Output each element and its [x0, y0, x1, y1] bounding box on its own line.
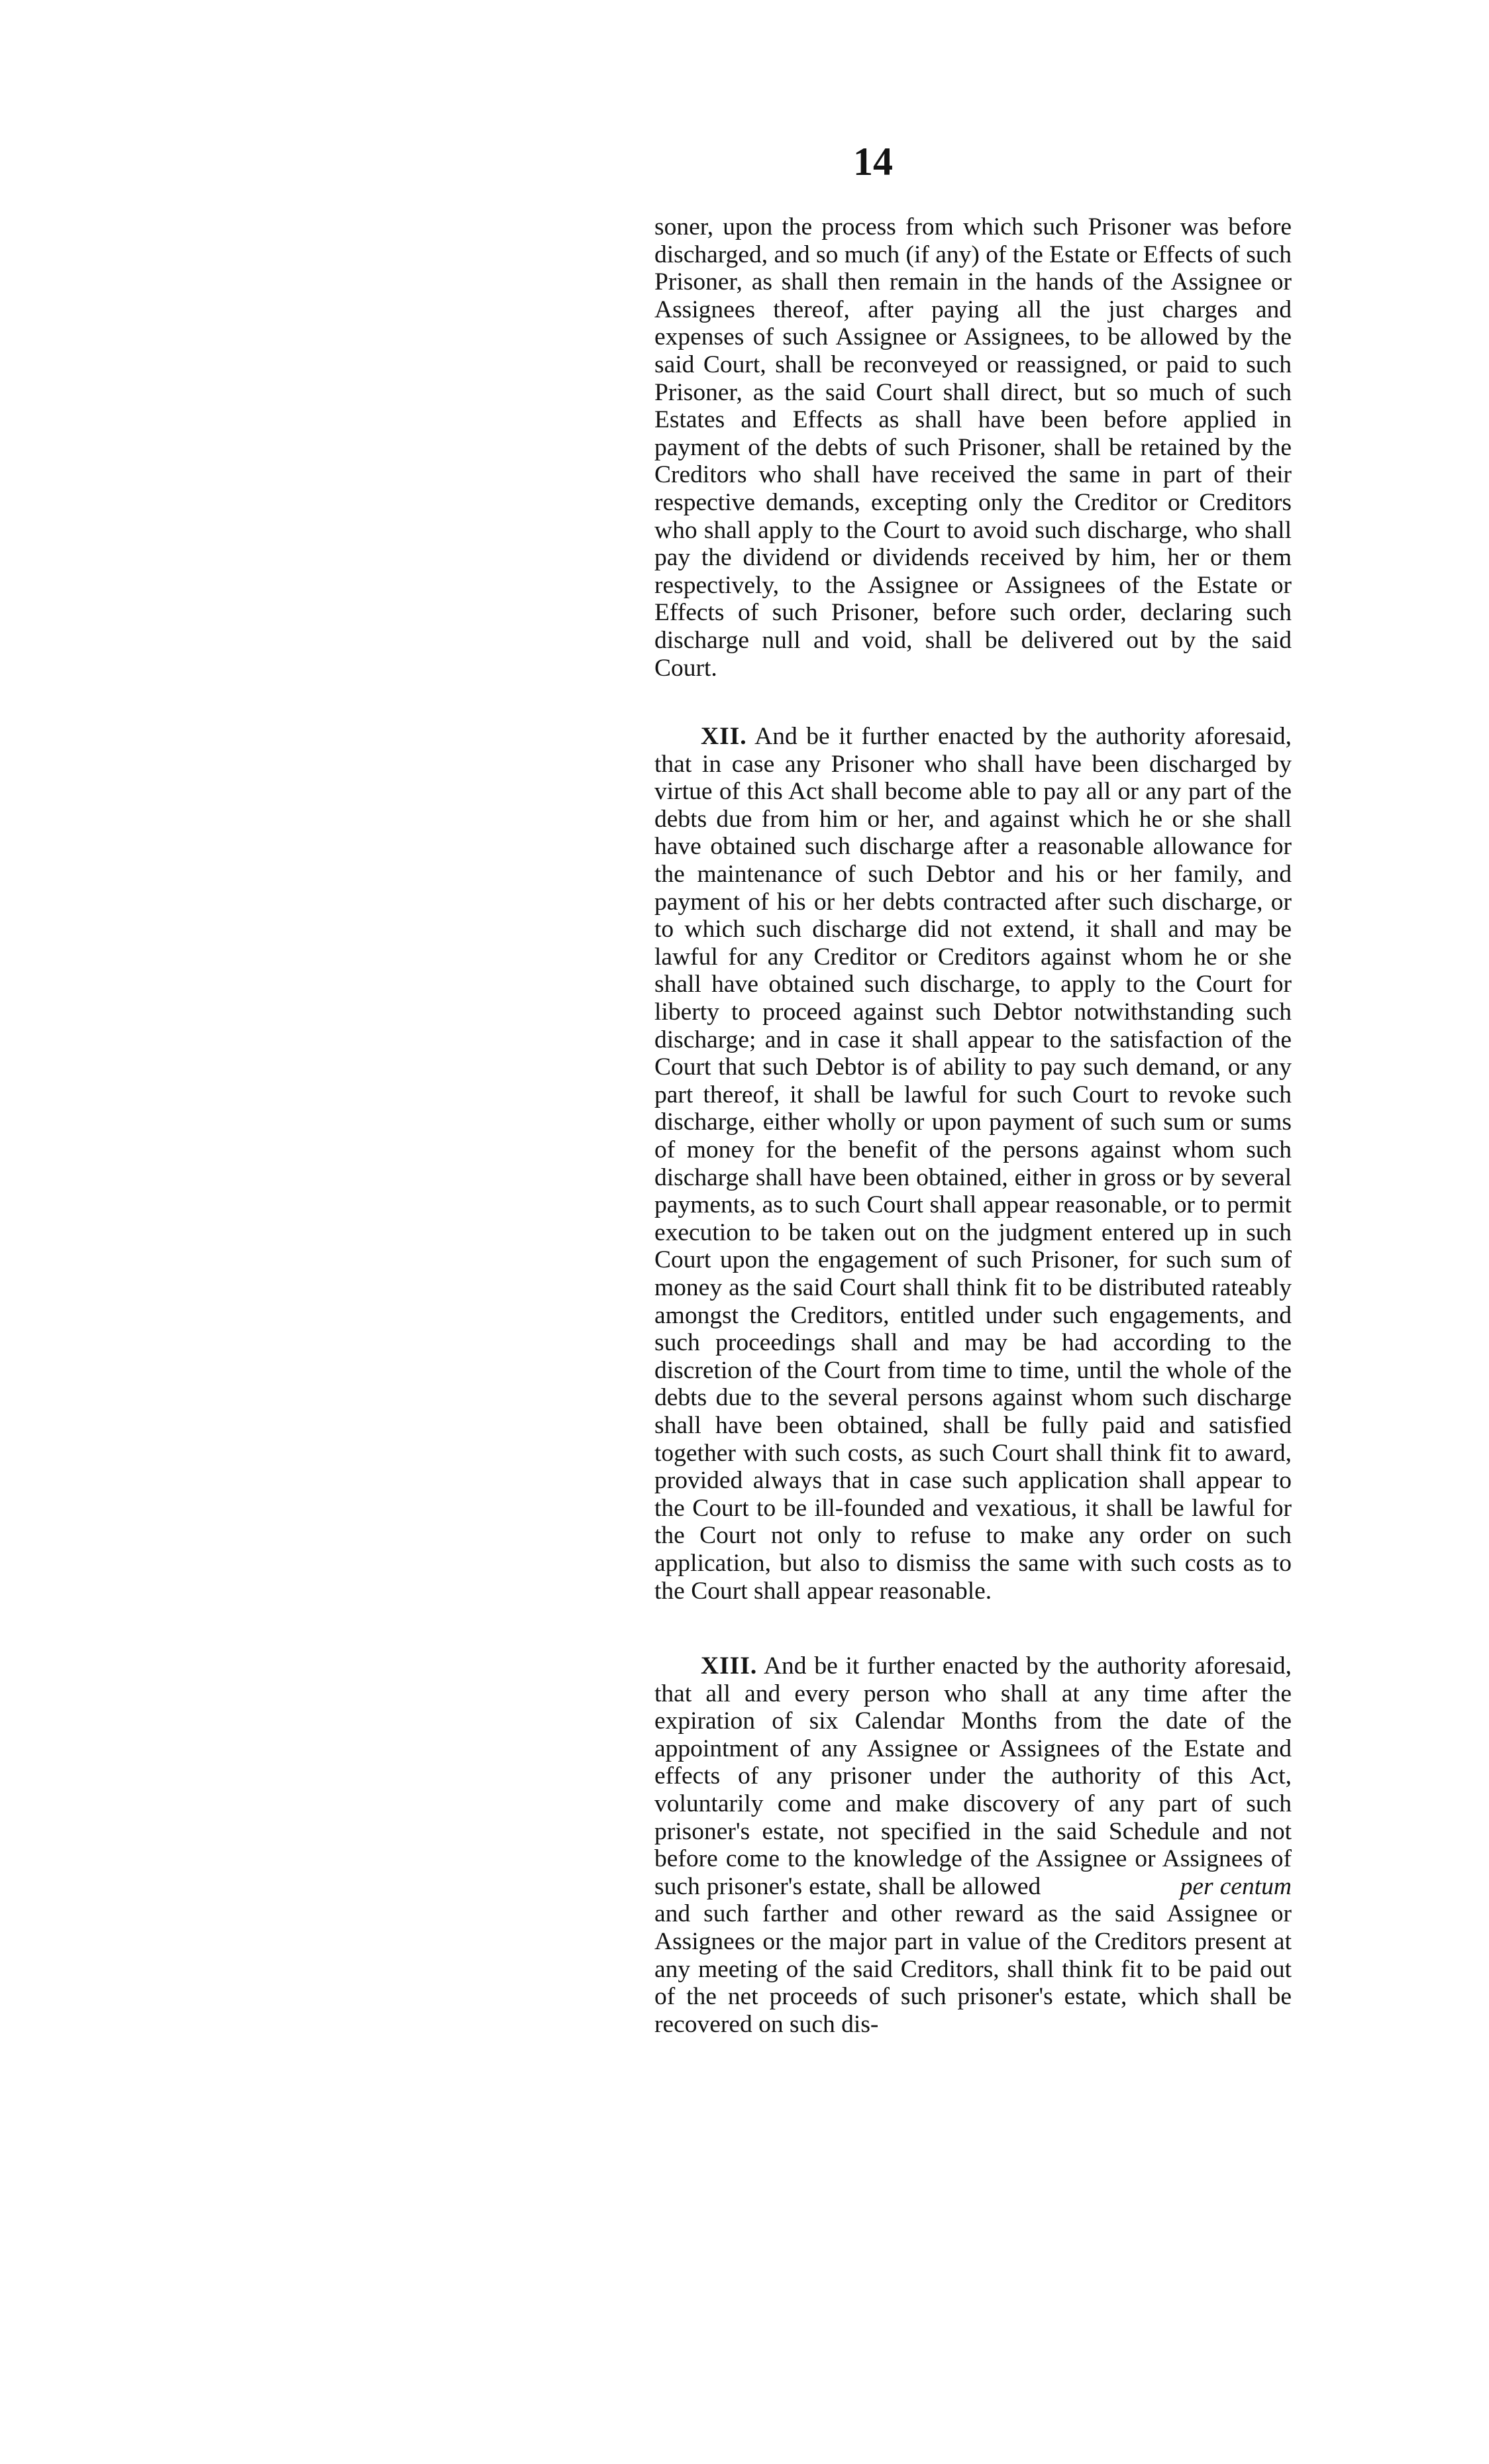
section-number: XIII.: [701, 1652, 758, 1680]
text-column: [654, 213, 1292, 2038]
section-xiii: [654, 1652, 1292, 2038]
page-number: 14: [853, 140, 893, 184]
section-italic-term: per centum: [1180, 1872, 1292, 1900]
section-text: And be it further enacted by the authority aforesaid, that in case any Prisoner who shall have been discharged by virtue of this Act shall become able to pay all or any part of the debts due from him or her, and against which he or she shall have obtained such discharge after a reasonable allowance for the maintenance of such Debtor and his or her family, and payment of his or her debts contracted after such discharge, or to which such discharge did not extend, it shall and may be lawful for any Creditor or Creditors against whom he or she shall have obtained such discharge, to apply to the Court for liberty to proceed against such Debtor notwithstanding such discharge; and in case it shall appear to the satisfaction of the Court that such Debtor is of ability to pay such demand, or any part thereof, it shall be lawful for such Court to revoke such discharge, either wholly or upon payment of such sum or sums of money for the benefit of the persons against whom such discharge shall have been obtained, either in gross or by several payments, as to such Court shall appear reasonable, or to permit execution to be taken out on the judgment entered up in such Court upon the engagement of such Prisoner, for such sum of money as the said Court shall think fit to be distributed rateably amongst the Creditors, entitled under such engagements, and such proceedings shall and may be had according to the discretion of the Court from time to time, until the whole of the debts due to the several persons against whom such discharge shall have been obtained, shall be fully paid and satisfied together with such costs, as such Court shall think fit to award, provided always that in case such application shall appear to the Court to be ill-founded and vexatious, it shall be lawful for the Court not only to refuse to make any order on such application, but also to dismiss the same with such costs as to the Court shall appear reasonable.: [654, 723, 1292, 1605]
section-text-after: and such farther and other reward as the said Assignee or Assignees or the major part in value of the Creditors present at any meeting of the said Creditors, shall think fit to be paid out of the net proceeds of such prisoner's estate, which shall be recovered on such dis-: [654, 1900, 1292, 2038]
section-text-before: And be it further enacted by the authority aforesaid, that all and every person who shall at any time after the expiration of six Calendar Months from the date of the appointment of any Assignee or Assignees of the Estate and effects of any prisoner under the authority of this Act, voluntarily come and make discovery of any part of such prisoner's estate, not specified in the said Schedule and not before come to the knowledge of the Assignee or Assignees of such prisoner's estate, shall be allowed: [654, 1652, 1292, 1900]
paragraph-gap: [654, 1605, 1292, 1652]
paragraph-text: soner, upon the process from which such Prisoner was before discharged, and so much (if any) of the Estate or Effects of such Prisoner, as shall then remain in the hands of the Assignee or Assignees thereof, after paying all the just charges and expenses of such Assignee or Assignees, to be allowed by the said Court, shall be reconveyed or reassigned, or paid to such Prisoner, as the said Court shall direct, but so much of such Estates and Effects as shall have been before applied in payment of the debts of such Prisoner, shall be retained by the Creditors who shall have received the same in part of their respective demands, excepting only the Creditor or Creditors who shall apply to the Court to avoid such discharge, who shall pay the dividend or dividends received by him, her or them respectively, to the Assignee or Assignees of the Estate or Effects of such Prisoner, before such order, declaring such discharge null and void, shall be delivered out by the said Court.: [654, 213, 1292, 682]
paragraph-gap: [654, 682, 1292, 723]
section-xii: [654, 723, 1292, 1605]
section-number: XII.: [701, 723, 747, 751]
paragraph-continuation: [654, 213, 1292, 682]
